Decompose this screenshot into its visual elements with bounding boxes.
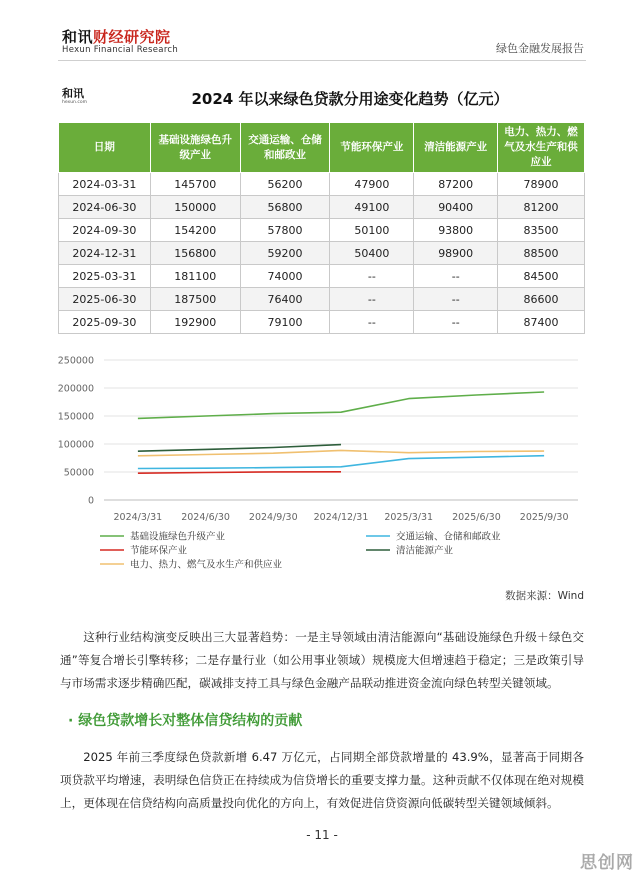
- y-tick-label: 250000: [58, 355, 94, 367]
- table-cell: 84500: [498, 265, 585, 288]
- table-row: [59, 311, 585, 334]
- table-header-cell: 清洁能源产业: [414, 123, 498, 173]
- table-cell: 76400: [240, 288, 330, 311]
- table-cell: --: [330, 311, 414, 334]
- table-header-cell: 节能环保产业: [330, 123, 414, 173]
- table-cell: 79100: [240, 311, 330, 334]
- series-line: [138, 450, 544, 455]
- contribution-paragraph: 2025 年前三季度绿色贷款新增 6.47 万亿元，占同期全部贷款增量的 43.9%，显著高于同期各项贷款平均增速，表明绿色信贷正在持续成为信贷增长的重要支撑力量。这种贡献不仅体现在绝对规模上，更体现在信贷结构向高质量投向优化的方向上，有效促进信贷资源向低碳转型关键领域倾斜。: [60, 750, 584, 810]
- table-cell: 87200: [414, 173, 498, 196]
- table-cell: 50400: [330, 242, 414, 265]
- table-header-cell: 电力、热力、燃气及水生产和供应业: [498, 123, 585, 173]
- watermark: 思创网: [580, 853, 634, 873]
- x-tick-label: 2024/12/31: [313, 512, 369, 523]
- table-cell: 181100: [150, 265, 240, 288]
- series-line: [138, 456, 544, 469]
- legend-label: 清洁能源产业: [396, 545, 454, 557]
- report-title: 绿色金融发展报告: [496, 42, 584, 55]
- x-tick-label: 2025/9/30: [519, 512, 569, 523]
- table-cell: 93800: [414, 219, 498, 242]
- data-source: 数据来源：Wind: [505, 590, 584, 602]
- x-tick-label: 2025/3/31: [384, 512, 434, 523]
- table-cell: --: [330, 288, 414, 311]
- table-cell: 150000: [150, 196, 240, 219]
- x-tick-label: 2024/3/31: [113, 512, 163, 523]
- table-cell: --: [414, 265, 498, 288]
- table-cell: 154200: [150, 219, 240, 242]
- table-row: [59, 196, 585, 219]
- logo-red-text: 财经研究院: [93, 28, 171, 46]
- x-tick-label: 2024/9/30: [248, 512, 298, 523]
- page-number: - 11 -: [306, 828, 338, 842]
- table-row: [59, 173, 585, 196]
- analysis-paragraph: 这种行业结构演变反映出三大显著趋势：一是主导领域由清洁能源向“基础设施绿色升级＋绿色交通”等复合增长引擎转移；二是存量行业（如公用事业领域）规模庞大但增速趋于稳定；三是政策引导与市场需求逐步精确匹配，碳减排支持工具与绿色金融产品联动推进资金流向绿色转型关键领域。: [60, 630, 584, 690]
- y-tick-label: 50000: [63, 467, 94, 479]
- table-header-row: [59, 123, 585, 173]
- table-cell: 59200: [240, 242, 330, 265]
- logo-black-text: 和讯: [62, 28, 94, 46]
- table-cell: 56200: [240, 173, 330, 196]
- table-cell: 2024-06-30: [59, 196, 151, 219]
- table-cell: 57800: [240, 219, 330, 242]
- table-logo-text: 和讯: [62, 87, 84, 100]
- table-row: [59, 242, 585, 265]
- table-logo: [62, 88, 96, 106]
- table-cell: 2025-06-30: [59, 288, 151, 311]
- table-cell: 87400: [498, 311, 585, 334]
- table-cell: 83500: [498, 219, 585, 242]
- table-logo-sub: hexun.com: [62, 100, 87, 105]
- table-cell: 2025-03-31: [59, 265, 151, 288]
- y-tick-label: 0: [87, 495, 94, 507]
- table-header-cell: 交通运输、仓储和邮政业: [240, 123, 330, 173]
- table-cell: 74000: [240, 265, 330, 288]
- legend-label: 节能环保产业: [130, 545, 188, 557]
- table-cell: 2024-09-30: [59, 219, 151, 242]
- table-cell: --: [414, 288, 498, 311]
- legend-label: 基础设施绿色升级产业: [130, 531, 226, 543]
- table-cell: 49100: [330, 196, 414, 219]
- table-cell: --: [414, 311, 498, 334]
- series-line: [138, 392, 544, 418]
- table-cell: 86600: [498, 288, 585, 311]
- table-cell: 2024-12-31: [59, 242, 151, 265]
- table-row: [59, 288, 585, 311]
- y-tick-label: 200000: [58, 383, 94, 395]
- legend-label: 电力、热力、燃气及水生产和供应业: [130, 559, 283, 571]
- table-cell: 81200: [498, 196, 585, 219]
- table-row: [59, 219, 585, 242]
- table-cell: 47900: [330, 173, 414, 196]
- header-divider: [58, 60, 586, 61]
- series-line: [138, 445, 341, 452]
- loan-trend-line-chart: [58, 346, 586, 578]
- table-cell: 88500: [498, 242, 585, 265]
- hexun-logo: [62, 26, 171, 47]
- table-cell: 156800: [150, 242, 240, 265]
- table-cell: 2025-09-30: [59, 311, 151, 334]
- table-cell: 50100: [330, 219, 414, 242]
- page-header: [0, 0, 644, 62]
- table-cell: 2024-03-31: [59, 173, 151, 196]
- x-tick-label: 2024/6/30: [181, 512, 230, 523]
- green-loan-table: [58, 122, 585, 334]
- y-tick-label: 100000: [58, 439, 94, 451]
- table-cell: 145700: [150, 173, 240, 196]
- logo-subtitle: Hexun Financial Research: [62, 45, 179, 55]
- table-title: 2024 年以来绿色贷款分用途变化趋势（亿元）: [191, 90, 509, 108]
- table-cell: 192900: [150, 311, 240, 334]
- section-heading: · 绿色贷款增长对整体信贷结构的贡献: [68, 713, 303, 729]
- legend-label: 交通运输、仓储和邮政业: [396, 531, 501, 543]
- table-cell: --: [330, 265, 414, 288]
- table-cell: 98900: [414, 242, 498, 265]
- table-cell: 187500: [150, 288, 240, 311]
- table-cell: 90400: [414, 196, 498, 219]
- table-cell: 78900: [498, 173, 585, 196]
- table-header-cell: 基础设施绿色升级产业: [150, 123, 240, 173]
- table-row: [59, 265, 585, 288]
- table-header-cell: 日期: [59, 123, 151, 173]
- table-cell: 56800: [240, 196, 330, 219]
- y-tick-label: 150000: [58, 411, 94, 423]
- x-tick-label: 2025/6/30: [452, 512, 501, 523]
